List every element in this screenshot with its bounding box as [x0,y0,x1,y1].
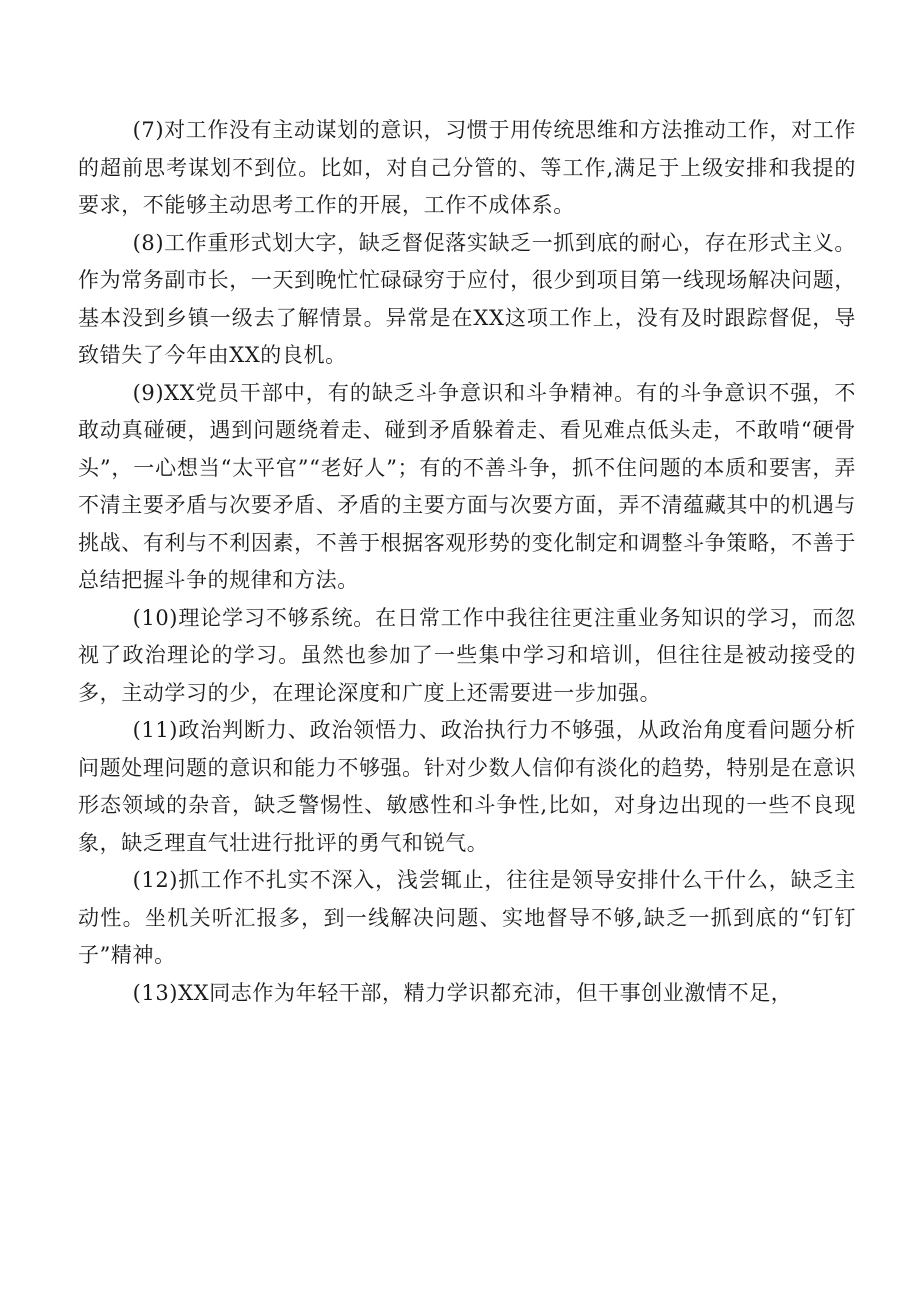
document-body [78,112,856,1012]
paragraph-13: (13)XX同志作为年轻干部，精力学识都充沛，但干事创业激情不足， [132,980,793,1005]
paragraph-7: (7)对工作没有主动谋划的意识，习惯于用传统思维和方法推动工作，对工作的超前思考谋划不到位。比如，对自己分管的、等工作,满足于上级安排和我提的要求，不能够主动思考工作的开展，工作不成体系。 [78,118,856,217]
paragraph-11: (11)政治判断力、政治领悟力、政治执行力不够强，从政治角度看问题分析问题处理问题的意识和能力不够强。针对少数人信仰有淡化的趋势，特别是在意识形态领域的杂音，缺乏警惕性、敏感性和斗争性,比如，对身边出现的一些不良现象，缺乏理直气壮进行批评的勇气和锐气。 [78,718,856,855]
paragraph-9: (9)XX党员干部中，有的缺乏斗争意识和斗争精神。有的斗争意识不强，不敢动真碰硬，遇到问题绕着走、碰到矛盾躲着走、看见难点低头走，不敢啃“硬骨头”，一心想当“太平官”“老好人”；有的不善斗争，抓不住问题的本质和要害，弄不清主要矛盾与次要矛盾、矛盾的主要方面与次要方面，弄不清蕴藏其中的机遇与挑战、有利与不利因素，不善于根据客观形势的变化制定和调整斗争策略，不善于总结把握斗争的规律和方法。 [78,380,856,592]
paragraph-12: (12)抓工作不扎实不深入，浅尝辄止，往往是领导安排什么干什么，缺乏主动性。坐机关听汇报多，到一线解决问题、实地督导不够,缺乏一抓到底的“钉钉子”精神。 [78,868,856,967]
paragraph-8: (8)工作重形式划大字，缺乏督促落实缺乏一抓到底的耐心，存在形式主义。作为常务副市长，一天到晚忙忙碌碌穷于应付，很少到项目第一线现场解决问题，基本没到乡镇一级去了解情景。异常是在XX这项工作上，没有及时跟踪督促，导致错失了今年由XX的良机。 [78,230,856,367]
paragraph-10: (10)理论学习不够系统。在日常工作中我往往更注重业务知识的学习，而忽视了政治理论的学习。虽然也参加了一些集中学习和培训，但往往是被动接受的多，主动学习的少，在理论深度和广度上还需要进一步加强。 [78,605,856,705]
